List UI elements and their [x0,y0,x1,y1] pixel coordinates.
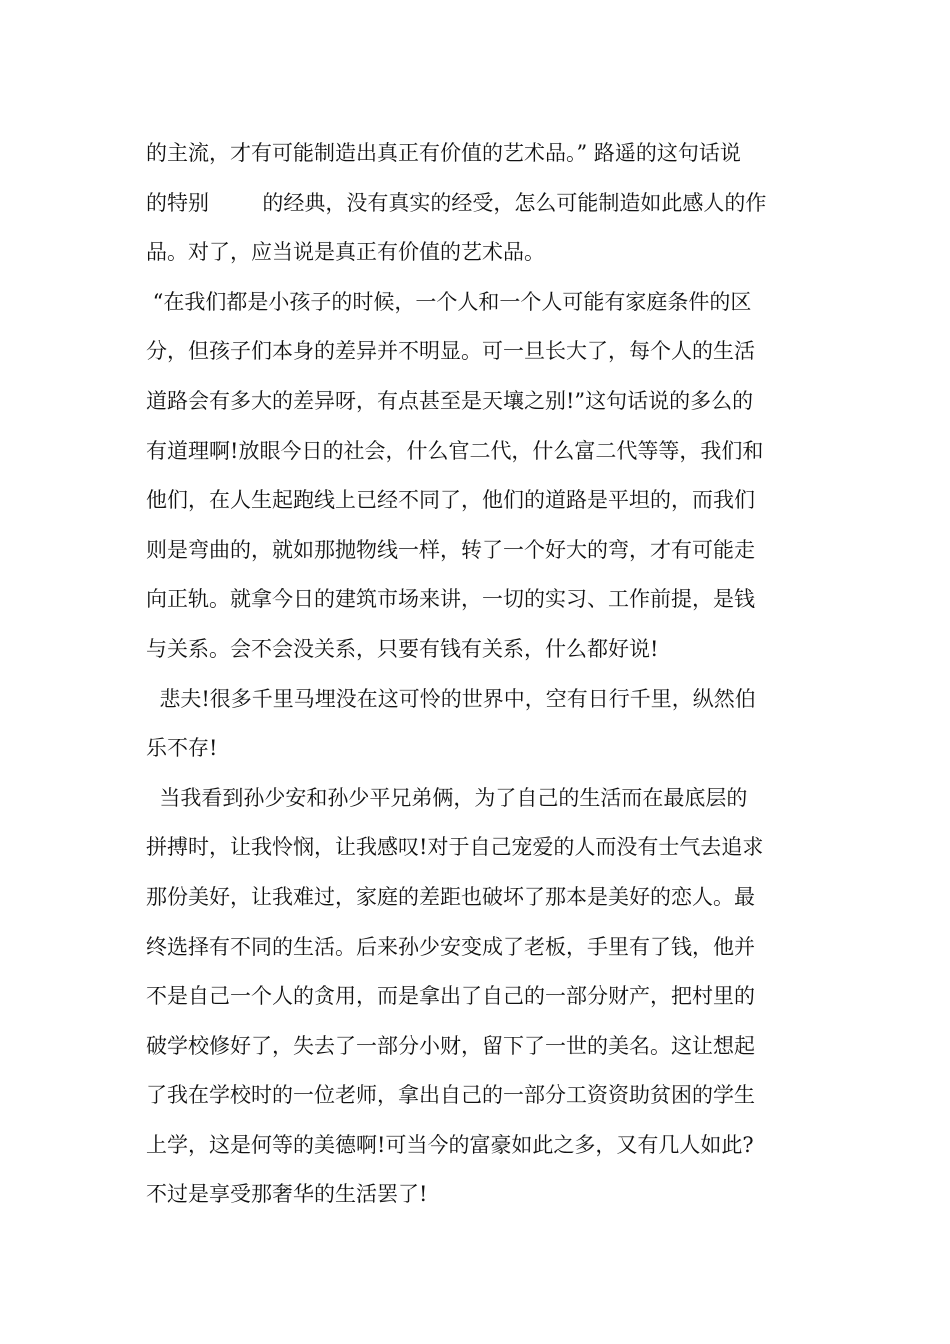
body-text [146,129,806,1220]
text-line: 他们，在人生起跑线上已经不同了，他们的道路是平坦的，而我们 [146,488,755,513]
text-line: 道路会有多大的差异呀，有点甚至是天壤之别!”这句话说的多么的 [146,388,754,413]
text-line: 与关系。会不会没关系，只要有钱有关系，什么都好说! [146,636,659,661]
text-line: 上学，这是何等的美德啊!可当今的富豪如此之多，又有几人如此? [146,1132,754,1157]
text-line: 了我在学校时的一位老师，拿出自己的一部分工资资助贫困的学生 [146,1083,755,1108]
text-line: 品。对了，应当说是真正有价值的艺术品。 [146,240,545,265]
text-line: 有道理啊!放眼今日的社会，什么官二代，什么富二代等等，我们和 [146,438,764,463]
text-line: 的特别 的经典，没有真实的经受，怎么可能制造如此感人的作 [146,190,767,215]
text-line: 破学校修好了，失去了一部分小财，留下了一世的美名。这让想起 [146,1033,755,1058]
text-line: 当我看到孙少安和孙少平兄弟俩，为了自己的生活而在最底层的 [146,785,748,810]
text-line: 那份美好，让我难过，家庭的差距也破坏了那本是美好的恋人。最 [146,884,755,909]
text-line: 终选择有不同的生活。后来孙少安变成了老板，手里有了钱，他并 [146,934,755,959]
text-line: 拼搏时，让我怜悯，让我感叹!对于自己宠爱的人而没有士气去追求 [146,835,764,860]
text-line: 不过是享受那奢华的生活罢了! [146,1182,428,1207]
text-line: 分，但孩子们本身的差异并不明显。可一旦长大了，每个人的生活 [146,339,755,364]
text-line: 向正轨。就拿今日的建筑市场来讲，一切的实习、工作前提，是钱 [146,587,755,612]
text-line: 则是弯曲的，就如那抛物线一样，转了一个好大的弯，才有可能走 [146,537,755,562]
text-line: 不是自己一个人的贪用，而是拿出了自己的一部分财产，把村里的 [146,984,755,1009]
text-line: 悲夫!很多千里马埋没在这可怜的世界中，空有日行千里，纵然伯 [146,686,756,711]
text-line: “在我们都是小孩子的时候，一个人和一个人可能有家庭条件的区 [146,289,752,314]
text-line: 的主流，才有可能制造出真正有价值的艺术品。” 路遥的这句话说 [146,141,741,165]
text-line: 乐不存! [146,736,218,761]
